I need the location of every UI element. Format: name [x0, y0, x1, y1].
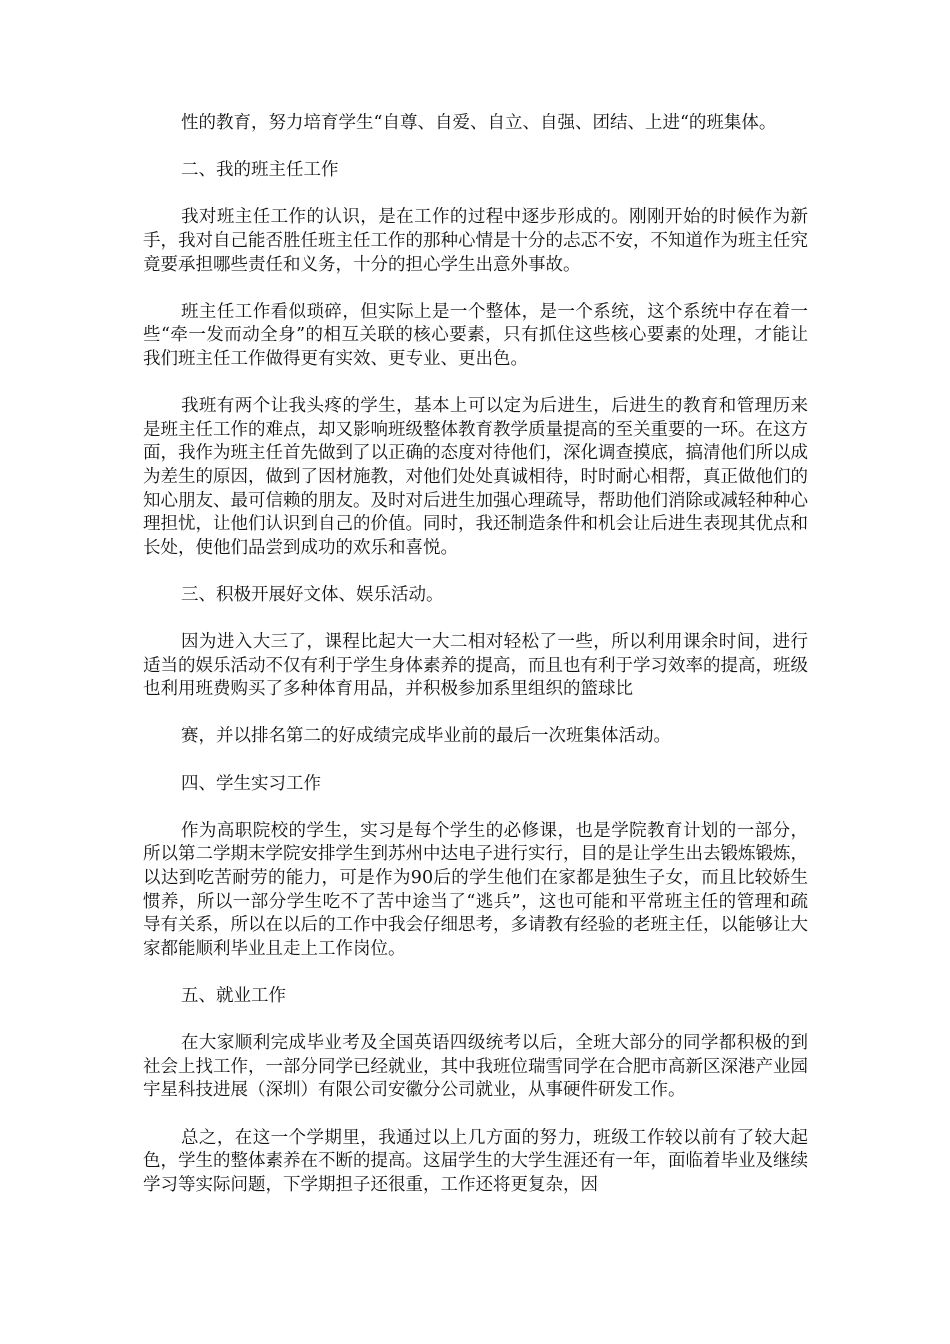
- section-heading-5: 五、就业工作: [181, 985, 286, 1006]
- paragraph: 我班有两个让我头疼的学生，基本上可以定为后进生，后进生的教育和管理历来是班主任工作的难点，却又影响班级整体教育教学质量提高的至关重要的一环。在这方面，我作为班主任首先做到了以正确的态度对待他们，深化调查摸底，搞清他们所以成为差生的原因，做到了因材施教，对他们处处真诚相待，时时耐心相帮，真正做他们的知心朋友、最可信赖的朋友。及时对后进生加强心理疏导，帮助他们消除或减轻种种心理担忧，让他们认识到自己的价值。同时，我还制造条件和机会让后进生表现其优点和长处，使他们品尝到成功的欢乐和喜悦。: [143, 396, 808, 558]
- paragraph: 赛，并以排名第二的好成绩完成毕业前的最后一次班集体活动。: [181, 726, 671, 747]
- paragraph: 班主任工作看似琐碎，但实际上是一个整体，是一个系统，这个系统中存在着一些“牵一发而动全身”的相互关联的核心要素，只有抓住这些核心要素的处理，才能让我们班主任工作做得更有实效、更专业、更出色。: [143, 301, 808, 369]
- paragraph: 在大家顺利完成毕业考及全国英语四级统考以后，全班大部分的同学都积极的到社会上找工作，一部分同学已经就业，其中我班位瑞雪同学在合肥市高新区深港产业园宇星科技进展（深圳）有限公司安徽分公司就业，从事硬件研发工作。: [143, 1033, 808, 1101]
- section-heading-4: 四、学生实习工作: [181, 773, 321, 794]
- section-heading-2: 二、我的班主任工作: [181, 160, 339, 181]
- document-page: [143, 112, 808, 1221]
- paragraph-intro-continued: 性的教育，努力培育学生“自尊、自爱、自立、自强、团结、上进“的班集体。: [181, 113, 777, 133]
- paragraph-conclusion: 总之，在这一个学期里，我通过以上几方面的努力，班级工作较以前有了较大起色，学生的整体素养在不断的提高。这届学生的大学生涯还有一年，面临着毕业及继续学习等实际问题，下学期担子还很重，工作还将更复杂，因: [143, 1127, 808, 1195]
- paragraph: 作为高职院校的学生，实习是每个学生的必修课，也是学院教育计划的一部分，所以第二学期末学院安排学生到苏州中达电子进行实行，目的是让学生出去锻炼锻炼，以达到吃苦耐劳的能力，可是作为90后的学生他们在家都是独生子女，而且比较娇生惯养，所以一部分学生吃不了苦中途当了“逃兵”，这也可能和平常班主任的管理和疏导有关系，所以在以后的工作中我会仔细思考，多请教有经验的老班主任，以能够让大家都能顺利毕业且走上工作岗位。: [143, 820, 808, 959]
- paragraph: 我对班主任工作的认识，是在工作的过程中逐步形成的。刚刚开始的时候作为新手，我对自己能否胜任班主任工作的那种心情是十分的忐忑不安，不知道作为班主任究竟要承担哪些责任和义务，十分的担心学生出意外事故。: [143, 207, 808, 275]
- paragraph: 因为进入大三了，课程比起大一大二相对轻松了一些，所以利用课余时间，进行适当的娱乐活动不仅有利于学生身体素养的提高，而且也有利于学习效率的提高，班级也利用班费购买了多种体育用品，并积极参加系里组织的篮球比: [143, 632, 808, 700]
- section-heading-3: 三、积极开展好文体、娱乐活动。: [181, 584, 444, 605]
